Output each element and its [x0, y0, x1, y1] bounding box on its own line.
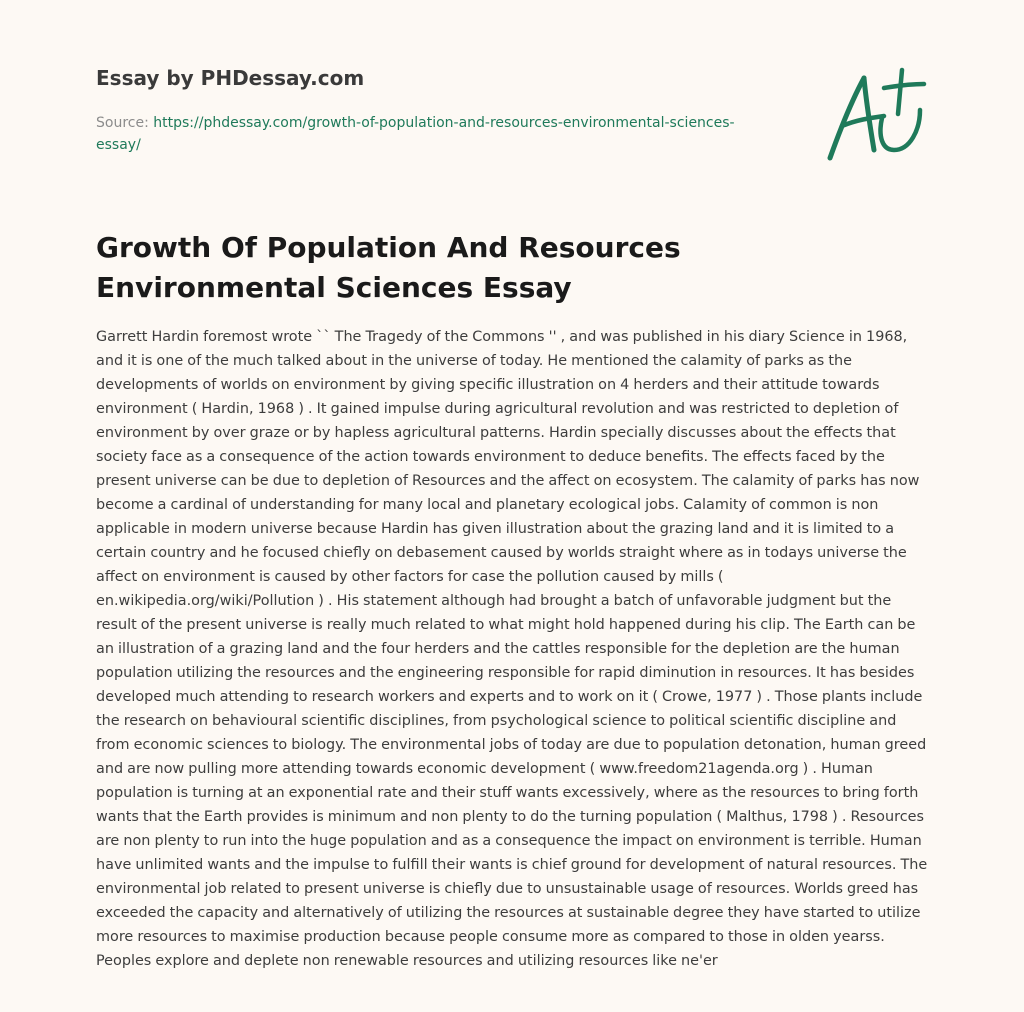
- source-line: [96, 112, 736, 156]
- essay-title: Growth Of Population And Resources Environmental Sciences Essay: [96, 231, 681, 304]
- site-title: Essay by PHDessay.com: [96, 66, 365, 90]
- source-link[interactable]: https://phdessay.com/growth-of-population-and-resources-environmental-sciences-essay/: [96, 115, 735, 153]
- a-plus-grade-icon: [824, 66, 928, 164]
- essay-body: Garrett Hardin foremost wrote `` The Tragedy of the Commons '' , and was published in his diary Science in 1968, and it is one of the much talked about in the universe of today. He mentioned the calamity of parks as the developments of worlds on environment by giving specific illustration on 4 herders and their attitude towards environment ( Hardin, 1968 ) . It gained impulse during agricultural revolution and was restricted to depletion of environment by over graze or by hapless agricultural patterns. Hardin specially discusses about the effects that society face as a consequence of the action towards environment to deduce benefits. The effects faced by the present universe can be due to depletion of Resources and the affect on ecosystem. The calamity of parks has now become a cardinal of understanding for many local and planetary ecological jobs. Calamity of common is non applicable in modern universe because Hardin has given illustration about the grazing land and it is limited to a certain country and he focused chiefly on debasement caused by worlds straight where as in todays universe the affect on environment is caused by other factors for case the pollution caused by mills ( en.wikipedia.org/wiki/Pollution ) . His statement although had brought a batch of unfavorable judgment but the result of the present universe is really much related to what might hold happened during his clip. The Earth can be an illustration of a grazing land and the four herders and the cattles responsible for the depletion are the human population utilizing the resources and the engineering responsible for rapid diminution in resources. It has besides developed much attending to research workers and experts and to work on it ( Crowe, 1977 ) . Those plants include the research on behavioural scientific disciplines, from psychological science to political scientific discipline and from economic sciences to biology. The environmental jobs of today are due to population detonation, human greed and are now pulling more attending towards economic development ( www.freedom21agenda.org ) . Human population is turning at an exponential rate and their stuff wants excessively, where as the resources to bring forth wants that the Earth provides is minimum and non plenty to do the turning population ( Malthus, 1798 ) . Resources are non plenty to run into the huge population and as a consequence the impact on environment is terrible. Human have unlimited wants and the impulse to fulfill their wants is chief ground for development of natural resources. The environmental job related to present universe is chiefly due to unsustainable usage of resources. Worlds greed has exceeded the capacity and alternatively of utilizing the resources at sustainable degree they have started to utilize more resources to maximise production because people consume more as compared to those in olden yearss. Peoples explore and deplete non renewable resources and utilizing resources like ne'er: [96, 329, 928, 969]
- page-header: [96, 64, 736, 156]
- source-label: Source:: [96, 115, 154, 131]
